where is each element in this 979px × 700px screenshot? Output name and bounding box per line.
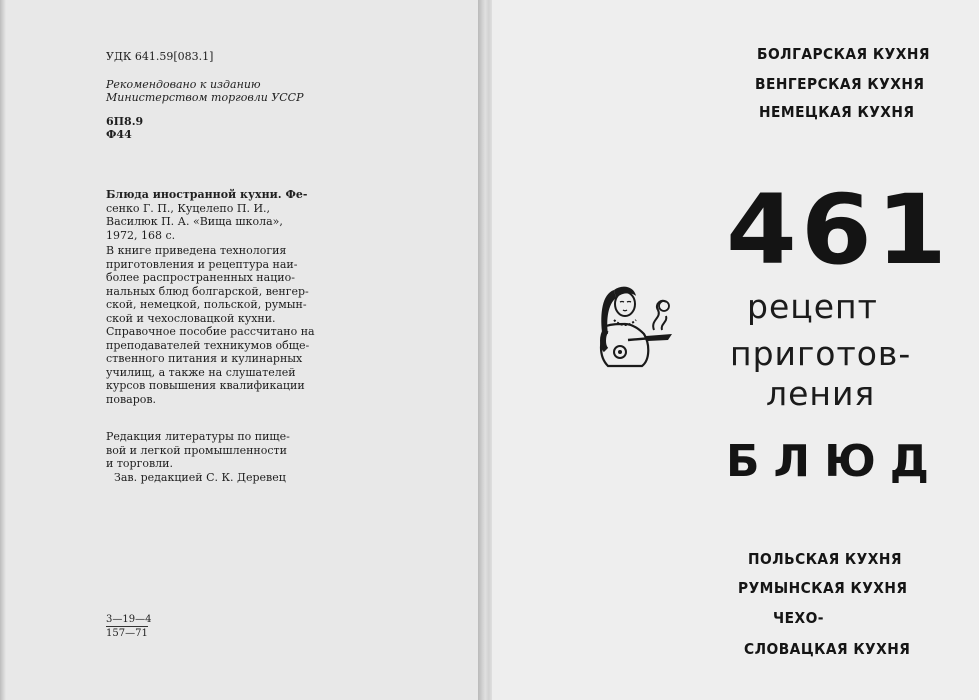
left-page <box>0 0 482 700</box>
biblio-line: Василюк П. А. «Вища школа», <box>106 215 283 228</box>
editorial-line: Зав. редакцией С. К. Деревец <box>114 470 286 484</box>
cuisine-title: ЧЕХО- <box>773 609 824 627</box>
annotation-line: нальных блюд болгарской, венгер- <box>106 284 309 298</box>
page-edge-shadow <box>0 0 6 700</box>
woman-with-dish-icon <box>592 280 678 372</box>
cuisine-title: БОЛГАРСКАЯ КУХНЯ <box>757 45 930 63</box>
cuisine-title: ВЕНГЕРСКАЯ КУХНЯ <box>755 75 925 93</box>
editorial-info <box>106 430 306 484</box>
code-numerator: 3—19—4 <box>106 614 152 625</box>
recommendation-line: Рекомендовано к изданию <box>106 78 261 91</box>
biblio-line: сенко Г. П., Куцелепо П. И., <box>106 201 271 215</box>
code-denominator: 157—71 <box>106 628 148 639</box>
annotation-line: училищ, а также на слушателей <box>106 365 296 379</box>
annotation-text <box>106 244 315 406</box>
main-title-word: БЛЮД <box>726 436 943 487</box>
cuisine-title: НЕМЕЦКАЯ КУХНЯ <box>759 103 915 121</box>
annotation-line: курсов повышения квалификации <box>106 379 305 392</box>
editorial-line: Редакция литературы по пище- <box>106 430 290 443</box>
recommendation-line: Министерством торговли УССР <box>106 91 304 104</box>
annotation-line: ской, немецкой, польской, румын- <box>106 298 307 311</box>
cuisine-title: РУМЫНСКАЯ КУХНЯ <box>738 579 908 597</box>
biblio-line: 1972, 168 с. <box>106 228 176 242</box>
annotation-line: ской и чехословацкой кухни. <box>106 311 276 325</box>
cuisine-title: СЛОВАЦКАЯ КУХНЯ <box>744 640 911 658</box>
editorial-line: и торговли. <box>106 457 173 470</box>
subtitle-line: рецепт <box>747 287 878 326</box>
annotation-line: ственного питания и кулинарных <box>106 352 303 365</box>
annotation-line: более распространенных нацио- <box>106 271 295 284</box>
classification-code: 6П8.9 <box>106 115 144 128</box>
annotation-line: преподавателей техникумов обще- <box>106 338 310 352</box>
annotation-line: Справочное пособие рассчитано на <box>106 325 315 338</box>
annotation-line: В книге приведена технология <box>106 244 287 257</box>
subtitle-line: приготов- <box>730 334 912 373</box>
annotation-line: поваров. <box>106 392 157 406</box>
editorial-line: вой и легкой промышленности <box>106 443 287 457</box>
publication-code <box>106 614 151 640</box>
cuisine-title: ПОЛЬСКАЯ КУХНЯ <box>748 550 902 568</box>
biblio-line: Блюда иностранной кухни. Фе- <box>106 188 308 201</box>
annotation-line: приготовления и рецептура наи- <box>106 257 298 271</box>
bibliographic-record <box>106 188 306 242</box>
subtitle-line: ления <box>766 374 876 413</box>
udk-code: УДК 641.59[083.1] <box>106 50 214 63</box>
classification-code: Ф44 <box>106 128 132 141</box>
recommendation-note <box>106 78 304 104</box>
recipe-count: 461 <box>726 174 952 286</box>
